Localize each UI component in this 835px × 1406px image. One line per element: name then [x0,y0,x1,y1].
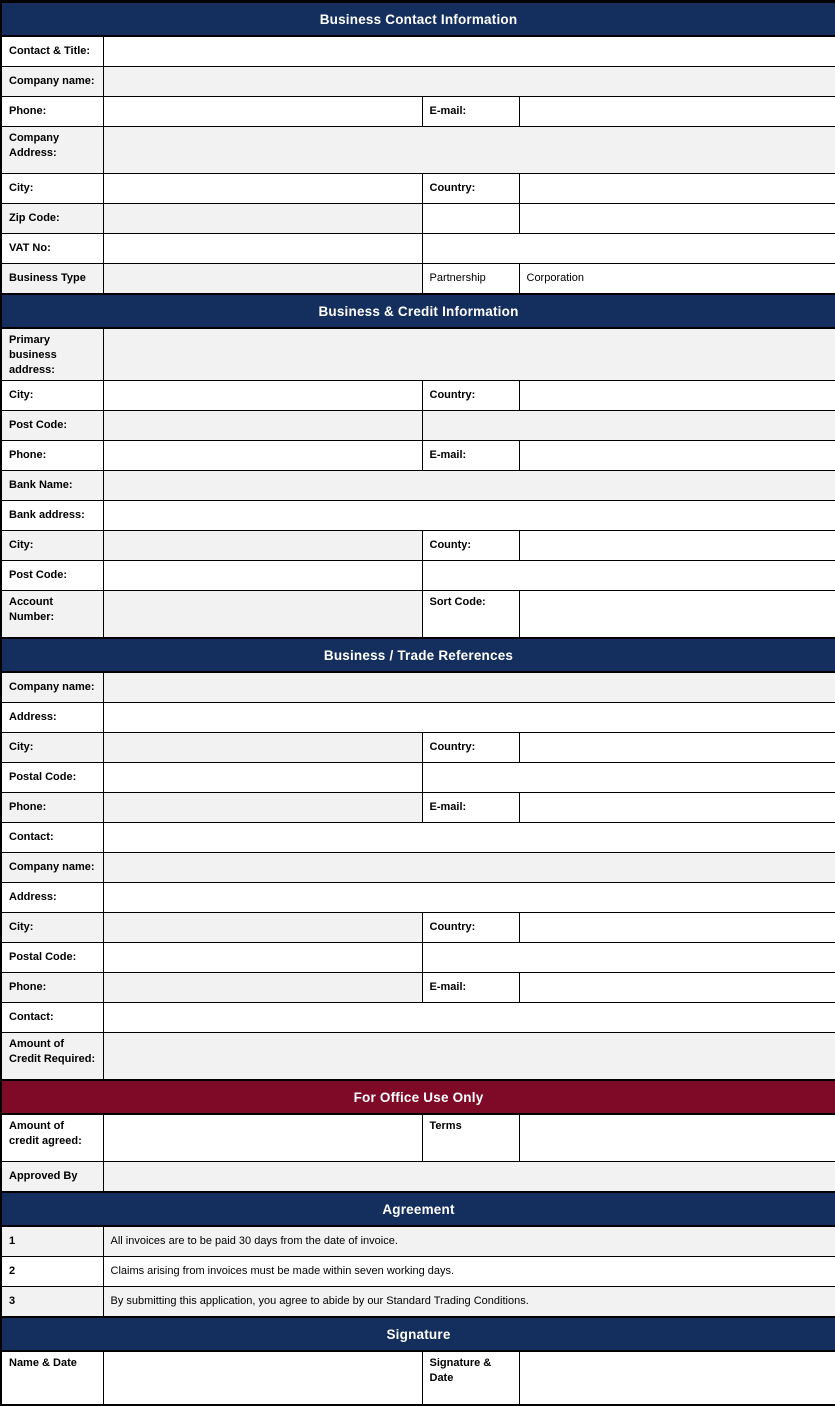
input-ref1-phone[interactable] [103,793,422,823]
input-vat-no-extra[interactable] [422,234,835,264]
agreement-number-3: 3 [1,1287,103,1318]
input-amount-of-credit-agreed[interactable] [103,1114,422,1162]
label-country: Country: [422,733,519,763]
agreement-text-by-submitting-this-application: By submitting this application, you agree to abide by our Standard Trading Conditions. [103,1287,835,1318]
label-zip-code: Zip Code: [1,204,103,234]
input-ref1-contact[interactable] [103,823,835,853]
input-bank-city[interactable] [103,531,422,561]
label-account-number: Account Number: [1,591,103,639]
section-header-business-credit-information: Business & Credit Information [1,294,835,328]
label-postal-code: Postal Code: [1,763,103,793]
label-contact: Contact: [1,823,103,853]
input-primary-business-address[interactable] [103,328,835,381]
input-sort-code[interactable] [519,591,835,639]
input-company-name[interactable] [103,67,835,97]
label-city: City: [1,733,103,763]
label-contact: Contact: [1,1003,103,1033]
option-corporation[interactable]: Corporation [519,264,835,295]
input-bank-address[interactable] [103,501,835,531]
label-amount-of-credit-required: Amount of Credit Required: [1,1033,103,1081]
input-credit-country[interactable] [519,381,835,411]
label-business-type: Business Type [1,264,103,295]
label-address: Address: [1,883,103,913]
input-credit-e-mail[interactable] [519,441,835,471]
input-zip-code[interactable] [103,204,422,234]
input-ref2-postal-code[interactable] [103,943,422,973]
input-ref1-postal-code[interactable] [103,763,422,793]
label-country: Country: [422,381,519,411]
label-e-mail: E-mail: [422,97,519,127]
label-vat-no: VAT No: [1,234,103,264]
label-approved-by: Approved By [1,1162,103,1193]
label-phone: Phone: [1,97,103,127]
label-signature-date: Signature & Date [422,1351,519,1405]
input-bank-post-code[interactable] [103,561,422,591]
label-company-name: Company name: [1,67,103,97]
input-signature-date[interactable] [519,1351,835,1405]
section-header-for-office-use-only: For Office Use Only [1,1080,835,1114]
input-zip-code-extra-1[interactable] [422,204,519,234]
label-country: Country: [422,174,519,204]
agreement-number-2: 2 [1,1257,103,1287]
input-ref1-postal-code-extra[interactable] [422,763,835,793]
input-ref2-e-mail[interactable] [519,973,835,1003]
input-account-number[interactable] [103,591,422,639]
label-postal-code: Postal Code: [1,943,103,973]
input-bank-post-code-extra[interactable] [422,561,835,591]
input-company-address[interactable] [103,127,835,174]
label-sort-code: Sort Code: [422,591,519,639]
label-city: City: [1,531,103,561]
label-terms: Terms [422,1114,519,1162]
input-credit-city[interactable] [103,381,422,411]
input-ref2-company-name[interactable] [103,853,835,883]
agreement-text-all-invoices-are-to: All invoices are to be paid 30 days from the date of invoice. [103,1226,835,1257]
label-phone: Phone: [1,973,103,1003]
input-city[interactable] [103,174,422,204]
label-county: County: [422,531,519,561]
input-ref2-city[interactable] [103,913,422,943]
input-credit-phone[interactable] [103,441,422,471]
label-post-code: Post Code: [1,411,103,441]
input-ref2-country[interactable] [519,913,835,943]
input-bank-county[interactable] [519,531,835,561]
label-company-address: Company Address: [1,127,103,174]
label-city: City: [1,174,103,204]
input-ref1-company-name[interactable] [103,672,835,703]
input-zip-code-extra-2[interactable] [519,204,835,234]
label-e-mail: E-mail: [422,793,519,823]
input-country[interactable] [519,174,835,204]
label-post-code: Post Code: [1,561,103,591]
input-ref2-postal-code-extra[interactable] [422,943,835,973]
input-contact-title[interactable] [103,36,835,67]
label-e-mail: E-mail: [422,973,519,1003]
label-contact-title: Contact & Title: [1,36,103,67]
agreement-text-claims-arising-from-invoices: Claims arising from invoices must be made within seven working days. [103,1257,835,1287]
label-bank-name: Bank Name: [1,471,103,501]
label-address: Address: [1,703,103,733]
input-amount-of-credit-required[interactable] [103,1033,835,1081]
section-header-signature: Signature [1,1317,835,1351]
section-header-business-contact-information: Business Contact Information [1,2,835,37]
input-ref1-country[interactable] [519,733,835,763]
label-company-name: Company name: [1,853,103,883]
input-name-date[interactable] [103,1351,422,1405]
label-city: City: [1,913,103,943]
input-vat-no[interactable] [103,234,422,264]
input-bank-name[interactable] [103,471,835,501]
input-ref2-contact[interactable] [103,1003,835,1033]
label-country: Country: [422,913,519,943]
label-company-name: Company name: [1,672,103,703]
section-header-business-trade-references: Business / Trade References [1,638,835,672]
label-city: City: [1,381,103,411]
input-ref1-city[interactable] [103,733,422,763]
input-ref1-address[interactable] [103,703,835,733]
input-credit-post-code-extra[interactable] [422,411,835,441]
input-ref2-phone[interactable] [103,973,422,1003]
label-e-mail: E-mail: [422,441,519,471]
option-partnership[interactable]: Partnership [422,264,519,295]
label-phone: Phone: [1,793,103,823]
section-header-agreement: Agreement [1,1192,835,1226]
label-primary-business-address: Primary business address: [1,328,103,381]
input-terms[interactable] [519,1114,835,1162]
input-business-type[interactable] [103,264,422,295]
input-credit-post-code[interactable] [103,411,422,441]
input-phone[interactable] [103,97,422,127]
input-ref1-e-mail[interactable] [519,793,835,823]
agreement-number-1: 1 [1,1226,103,1257]
label-phone: Phone: [1,441,103,471]
input-ref2-address[interactable] [103,883,835,913]
label-name-date: Name & Date [1,1351,103,1405]
input-e-mail[interactable] [519,97,835,127]
label-amount-of-credit-agreed: Amount of credit agreed: [1,1114,103,1162]
label-bank-address: Bank address: [1,501,103,531]
input-approved-by[interactable] [103,1162,835,1193]
